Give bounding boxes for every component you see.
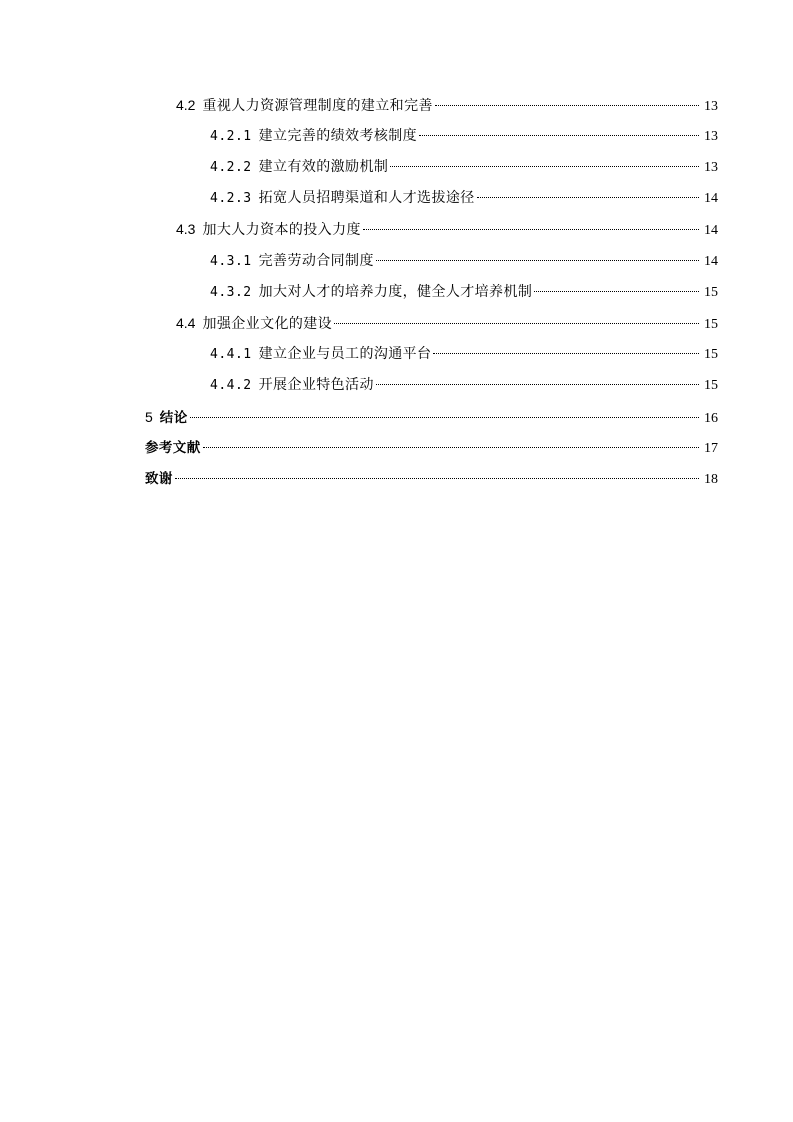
- toc-entry-title: 建立企业与员工的沟通平台: [258, 346, 432, 362]
- toc-entry-number: 5: [145, 409, 153, 425]
- toc-leader-dots: [190, 417, 699, 418]
- toc-entry-title: 加大人力资本的投入力度: [202, 222, 361, 238]
- toc-entry-number: 4.4: [176, 315, 196, 331]
- toc-entry-4-2-2[interactable]: [210, 156, 718, 178]
- toc-leader-dots: [363, 229, 699, 230]
- toc-leader-dots: [390, 166, 699, 167]
- toc-entry-number: 4.3: [176, 221, 196, 237]
- toc-leader-dots: [376, 384, 699, 385]
- toc-entry-number: 4.3.2: [210, 285, 252, 300]
- toc-leader-dots: [203, 447, 699, 448]
- toc-entry-title: 加强企业文化的建设: [202, 316, 333, 332]
- toc-entry-4-3[interactable]: [176, 218, 718, 240]
- toc-entry-number: 4.2.1: [210, 129, 252, 144]
- toc-entry-page: 14: [704, 223, 718, 238]
- toc-leader-dots: [376, 260, 699, 261]
- toc-entry-title: 加大对人才的培养力度，健全人才培养机制: [258, 284, 533, 300]
- toc-entry-number: 4.4.2: [210, 378, 252, 393]
- toc-entry-title: 建立完善的绩效考核制度: [258, 128, 418, 144]
- toc-entry-title: 重视人力资源管理制度的建立和完善: [202, 98, 433, 114]
- toc-entry-4-4-1[interactable]: [210, 343, 718, 365]
- toc-entry-page: 13: [704, 160, 718, 175]
- toc-entry-4-3-1[interactable]: [210, 250, 718, 272]
- toc-entry-5-conclusion[interactable]: [145, 406, 718, 428]
- toc-entry-4-3-2[interactable]: [210, 281, 718, 303]
- toc-entry-title: 参考文献: [145, 440, 201, 456]
- toc-leader-dots: [435, 105, 699, 106]
- toc-entry-title: 致谢: [145, 471, 173, 487]
- toc-leader-dots: [175, 478, 699, 479]
- toc-entry-title: 开展企业特色活动: [258, 377, 374, 393]
- toc-entry-number: 4.2: [176, 97, 196, 113]
- toc-leader-dots: [534, 291, 699, 292]
- toc-entry-4-2-3[interactable]: [210, 187, 718, 209]
- toc-entry-page: 14: [704, 254, 718, 269]
- toc-entry-page: 17: [704, 441, 718, 456]
- toc-leader-dots: [334, 323, 699, 324]
- toc-entry-number: 4.2.2: [210, 160, 252, 175]
- toc-entry-4-2[interactable]: [176, 94, 718, 116]
- toc-entry-page: 15: [704, 285, 718, 300]
- toc-entry-page: 15: [704, 378, 718, 393]
- toc-entry-page: 14: [704, 191, 718, 206]
- toc-entry-4-4-2[interactable]: [210, 374, 718, 396]
- toc-entry-title: 结论: [159, 410, 188, 426]
- toc-entry-number: 4.3.1: [210, 254, 252, 269]
- toc-entry-page: 13: [704, 129, 718, 144]
- toc-entry-references[interactable]: [145, 437, 718, 459]
- toc-entry-page: 16: [704, 411, 718, 426]
- toc-entry-number: 4.4.1: [210, 347, 252, 362]
- toc-entry-number: 4.2.3: [210, 191, 252, 206]
- toc-leader-dots: [419, 135, 699, 136]
- toc-entry-page: 15: [704, 347, 718, 362]
- toc-entry-page: 15: [704, 317, 718, 332]
- toc-entry-page: 18: [704, 472, 718, 487]
- toc-leader-dots: [433, 353, 699, 354]
- toc-leader-dots: [477, 197, 699, 198]
- toc-entry-page: 13: [704, 99, 718, 114]
- toc-entry-4-4[interactable]: [176, 312, 718, 334]
- toc-entry-title: 建立有效的激励机制: [258, 159, 389, 175]
- toc-entry-4-2-1[interactable]: [210, 125, 718, 147]
- toc-entry-title: 拓宽人员招聘渠道和人才选拔途径: [258, 190, 475, 206]
- toc-entry-acknowledgements[interactable]: [145, 468, 718, 490]
- toc-entry-title: 完善劳动合同制度: [258, 253, 374, 269]
